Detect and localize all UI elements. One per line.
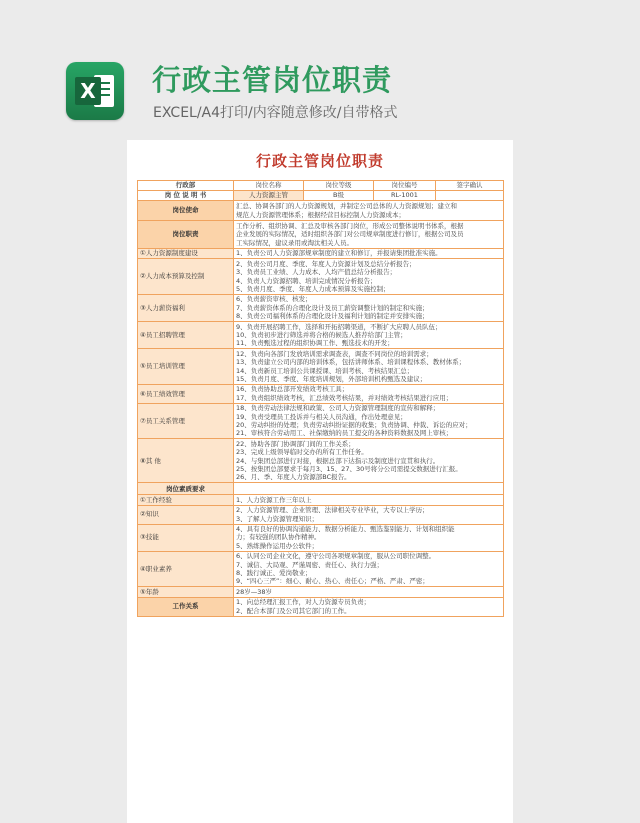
content-line: 2、人力资源管理、企业管理、法律相关专业毕业，大专以上学历； bbox=[236, 506, 429, 515]
hero-subtitle: EXCEL/A4打印/内容随意修改/自带格式 bbox=[153, 105, 398, 121]
table-row bbox=[138, 439, 504, 483]
job-name-value: 人力资源主管 bbox=[234, 191, 304, 201]
hero-title: 行政主管岗位职责 bbox=[152, 63, 393, 97]
content-line: 8、负责公司福利体系的合理化设计及福利计划的制定并安排实施； bbox=[236, 312, 429, 321]
table-row bbox=[138, 505, 504, 524]
content-cell bbox=[234, 349, 504, 385]
content-line: 21、审核符合劳动用工、社保缴纳的员工提交的各种资料数据及网上审核； bbox=[236, 429, 453, 438]
content-line: 4、具有良好的协调沟通能力、数据分析能力、甄选鉴别能力、计划和组织能 bbox=[236, 525, 455, 534]
content-line: 18、负责劳动法律法规和政策、公司人力资源管理制度的宣传和解释； bbox=[236, 404, 440, 413]
requirement-category-label: ③技能 bbox=[138, 524, 234, 551]
job-code-value: RL-1001 bbox=[374, 191, 436, 201]
content-cell bbox=[234, 201, 504, 221]
content-cell bbox=[234, 597, 504, 616]
content-line: 5、负责月度、季度、年度人力成本预算及实施控制； bbox=[236, 285, 390, 294]
content-cell bbox=[234, 259, 504, 295]
requirement-category-label: ④职业素养 bbox=[138, 551, 234, 587]
duty-category-label: ④员工招聘管理 bbox=[138, 322, 234, 349]
document-sheet bbox=[127, 140, 513, 823]
content-line: 13、负责建立公司内部的培训体系，包括讲师体系、培训课程体系、教材体系； bbox=[236, 358, 466, 367]
requirement-category-label: ①工作经验 bbox=[138, 495, 234, 505]
requirement-category-label: ⑤年龄 bbox=[138, 587, 234, 597]
table-row bbox=[138, 249, 504, 259]
content-line: 7、负责薪资体系的合理化设计及员工薪资调整计划的制定和实施； bbox=[236, 303, 429, 312]
table-row bbox=[138, 294, 504, 321]
content-line: 20、劳动纠纷的处理；负责劳动纠纷证据的收集；负责协调、仲裁、诉讼的应对； bbox=[236, 421, 472, 430]
duty-category-label: ①人力资源制度建设 bbox=[138, 249, 234, 259]
content-line: 力；有较强的团队协作精神。 bbox=[236, 533, 321, 542]
content-cell bbox=[234, 587, 504, 597]
table-row bbox=[138, 201, 504, 221]
content-line: 3、负责员工业绩、人力成本、人均产值总结分析报告； bbox=[236, 268, 397, 277]
table-row bbox=[138, 483, 504, 495]
content-cell bbox=[234, 495, 504, 505]
table-row bbox=[138, 384, 504, 403]
relations-label: 工作关系 bbox=[138, 597, 234, 616]
content-line: 9、“四心三严”：细心、耐心、热心、责任心；严格、严肃、严密； bbox=[236, 577, 429, 586]
content-line: 12、负责向各部门发放培训需求调查表，调查不同岗位的培训需求； bbox=[236, 349, 433, 358]
content-cell bbox=[234, 439, 504, 483]
table-row bbox=[138, 221, 504, 249]
duty-category-label: ⑥员工绩效管理 bbox=[138, 384, 234, 403]
content-line: 23、完成上级领导临时交办的所有工作任务。 bbox=[236, 448, 368, 457]
content-line: 1、负责公司人力资源部规章制度的建立和修订，并报请集团批准实施。 bbox=[236, 249, 442, 258]
table-row bbox=[138, 403, 504, 439]
duty-category-label: ⑤员工培训管理 bbox=[138, 349, 234, 385]
job-level-value: B级 bbox=[304, 191, 374, 201]
content-line: 22、协助各部门协调部门间的工作关系； bbox=[236, 439, 355, 448]
duties-label: 岗位职责 bbox=[138, 221, 234, 249]
content-line: 14、负责新员工培训公共课授课、培训考核、考核结果汇总； bbox=[236, 366, 414, 375]
content-line: 7、诚信、大局观、严谨周密、责任心、执行力强； bbox=[236, 560, 384, 569]
excel-icon: X bbox=[75, 77, 101, 105]
content-line: 6、认同公司企业文化，遵守公司各项规章制度，服从公司职位调整。 bbox=[236, 552, 436, 561]
table-row bbox=[138, 551, 504, 587]
duty-category-label: ⑧其 他 bbox=[138, 439, 234, 483]
content-line: 9、负责开展招聘工作，选择和开拓招聘渠道，不断扩大应聘人员队伍； bbox=[236, 322, 442, 331]
content-line: 工实际情况，建议录用或淘汰相关人员。 bbox=[236, 238, 353, 247]
content-cell bbox=[234, 551, 504, 587]
duty-category-label: ②人力成本预算及控制 bbox=[138, 259, 234, 295]
content-line: 16、负责协助总部开发绩效考核工具； bbox=[236, 385, 349, 394]
table-row bbox=[138, 322, 504, 349]
content-line: 19、负责受理员工投诉并与相关人员沟通，作出处理意见； bbox=[236, 412, 407, 421]
content-line: 工作分析、组织协调、汇总及审核各部门岗位，形成公司整体说明书体系，根据 bbox=[236, 221, 464, 230]
content-cell bbox=[234, 524, 504, 551]
content-cell bbox=[234, 322, 504, 349]
header-col-sign: 签字确认 bbox=[436, 181, 504, 191]
content-line: 15、负责月度、季度、年度培训规划，外部培训机构甄选及建议； bbox=[236, 375, 427, 384]
content-line: 2、配合本部门及公司其它部门的工作。 bbox=[236, 606, 351, 615]
requirements-label: 岗位素质要求 bbox=[138, 483, 234, 495]
department-label: 行政部 bbox=[138, 181, 234, 191]
table-row bbox=[138, 524, 504, 551]
section-blank bbox=[234, 483, 504, 495]
content-line: 1、向总经理汇报工作，对人力资源专员负责； bbox=[236, 598, 371, 607]
table-row bbox=[138, 587, 504, 597]
table-row bbox=[138, 597, 504, 616]
header-col-level: 岗位等级 bbox=[304, 181, 374, 191]
content-line: 企业发展的实际情况，适时组织各部门对公司规章制度进行修订，根据公司及员 bbox=[236, 230, 464, 239]
requirement-category-label: ②知识 bbox=[138, 505, 234, 524]
table-row bbox=[138, 259, 504, 295]
content-line: 4、负责人力资源招聘、培训完成情况分析报告； bbox=[236, 276, 377, 285]
content-line: 汇总、协调各部门的人力资源规划，并制定公司总体的人力资源规划；建立和 bbox=[236, 202, 457, 211]
content-line: 17、负责组织绩效考核，汇总绩效考核结果，并对绩效考核结果进行应用； bbox=[236, 393, 453, 402]
job-book-label: 岗 位 说 明 书 bbox=[138, 191, 234, 201]
content-line: 6、负责薪资审核、核发； bbox=[236, 295, 312, 304]
content-cell bbox=[234, 221, 504, 249]
header-col-name: 岗位名称 bbox=[234, 181, 304, 191]
content-line: 25、按集团总部要求于每月3、15、27、30号将分公司需提交数据进行汇报。 bbox=[236, 465, 462, 474]
document-title: 行政主管岗位职责 bbox=[255, 152, 384, 170]
content-line: 11、负责甄选过程的组织协调工作、甄选技术的开发； bbox=[236, 339, 394, 348]
content-line: 规范人力资源管理体系；根据经营目标控制人力资源成本； bbox=[236, 210, 405, 219]
job-description-table bbox=[137, 180, 504, 617]
content-cell bbox=[234, 505, 504, 524]
signature-value bbox=[436, 191, 504, 201]
content-line: 10、负责初步进行筛选并将合格的候选人推荐给部门主管； bbox=[236, 331, 407, 340]
content-line: 24、与集团总部进行对接，根据总部下达指示及制度进行宣贯和执行。 bbox=[236, 456, 440, 465]
mission-label: 岗位使命 bbox=[138, 201, 234, 221]
excel-logo bbox=[66, 62, 124, 120]
table-row bbox=[138, 349, 504, 385]
content-line: 2、负责公司月度、季度、年度人力资源计划及总结分析报告； bbox=[236, 259, 416, 268]
content-line: 28岁—38岁 bbox=[236, 587, 273, 596]
content-line: 3、了解人力资源管理知识； bbox=[236, 514, 319, 523]
content-line: 26、月、季、年度人力资源部BC报告。 bbox=[236, 473, 351, 482]
table-row bbox=[138, 495, 504, 505]
content-cell bbox=[234, 403, 504, 439]
content-line: 5、熟练操作运用办公软件； bbox=[236, 541, 319, 550]
content-cell bbox=[234, 294, 504, 321]
duty-category-label: ③人力薪资福利 bbox=[138, 294, 234, 321]
duty-category-label: ⑦员工关系管理 bbox=[138, 403, 234, 439]
content-line: 8、践行诚正、爱岗敬业； bbox=[236, 569, 312, 578]
content-line: 1、人力资源工作三年以上 bbox=[236, 495, 312, 504]
header-col-code: 岗位编号 bbox=[374, 181, 436, 191]
content-cell bbox=[234, 249, 504, 259]
content-cell bbox=[234, 384, 504, 403]
